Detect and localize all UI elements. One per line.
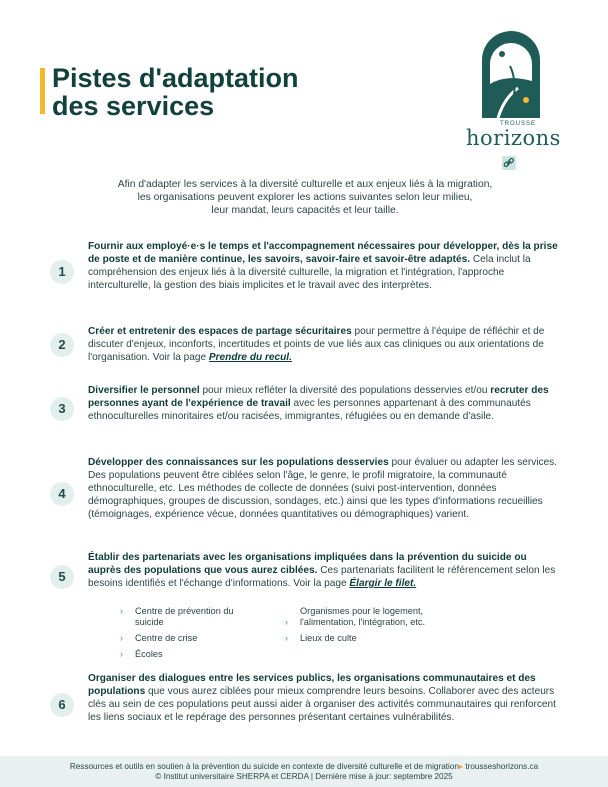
logo-small-text: TROUSSE (500, 121, 537, 127)
link-icon[interactable] (502, 156, 516, 170)
item-body-text: Ces partenariats facilitent le référencement selon les besoins identifiés et l'échange d'informations. Voir la page (88, 565, 556, 589)
footer-description: Ressources et outils en soutien à la prévention du suicide en contexte de diversité culturelle et de migration (69, 762, 459, 771)
title-accent-bar (40, 68, 45, 114)
item-number-badge: 3 (50, 397, 74, 421)
item-bold-text: Créer et entretenir des espaces de partage sécuritaires (88, 326, 352, 337)
list-item-label: Organismes pour le logement, l'alimentation, l'intégration, etc. (300, 606, 426, 627)
partners-column-1 (120, 606, 260, 665)
partners-column-2 (285, 606, 435, 649)
horizons-logo (466, 26, 561, 166)
footer-copyright: © Institut universitaire SHERPA et CERDA | Dernière mise à jour: septembre 2025 (155, 772, 453, 781)
chevron-right-icon: › (285, 633, 288, 643)
item-body-text: que vous aurez ciblées pour mieux comprendre leurs besoins. Collaborer avec des acteurs clés au sein de ces populations peut aussi aider à organiser des activités communautaires qui renforcent les liens sociaux et le repérage des personnes présentant certaines vulnérabilités. (88, 686, 556, 723)
footer-line-1 (0, 762, 608, 772)
page-title (52, 64, 298, 120)
list-item (120, 633, 260, 644)
title-line-2: des services (52, 91, 215, 121)
partners-list (120, 606, 460, 666)
item-bold-text: Organiser des dialogues entre les services publics, les organisations communautaires et des populations (88, 673, 536, 697)
item-text (88, 384, 558, 423)
page-footer (0, 756, 608, 787)
item-body-text: Cela inclut la compréhension des enjeux liés à la diversité culturelle, la migration et l'intégration, l'approche interculturelle, la gestion des biais implicites et le travail avec des interprètes. (88, 254, 531, 291)
item-number-badge: 6 (50, 693, 74, 717)
logo-name: horizons (466, 126, 561, 150)
item-body-text: pour évaluer ou adapter les services. Des populations peuvent être ciblées selon l'âge, le genre, le profil migratoire, la communauté ethnoculturelle, etc. Les méthodes de collecte de données (suivi post-intervention, données démographiques, groupes de discussion, sondages, etc.) ainsi que les types d'informations recueillies (témoignages, expérience vécue, données quantitatives ou démographiques) varient. (88, 457, 558, 520)
link-prendre-du-recul[interactable]: Prendre du recul. (208, 352, 292, 363)
list-item (285, 633, 435, 644)
item-bold-text-2: recruter des personnes ayant de l'expérience de travail (88, 385, 549, 409)
link-elargir-le-filet[interactable]: Élargir le filet. (349, 578, 417, 589)
item-bold-text: Établir des partenariats avec les organisations impliquées dans la prévention du suicide ou auprès des populations que vous aurez ciblées. (88, 552, 527, 576)
list-item-label: Écoles (135, 649, 163, 659)
footer-site-link[interactable]: trousseshorizons.ca (465, 762, 539, 771)
item-bold-text: Diversifier le personnel (88, 385, 200, 396)
item-text (88, 672, 558, 724)
item-number-badge: 5 (50, 565, 74, 589)
horizons-emblem-icon (476, 26, 546, 118)
title-line-1: Pistes d'adaptation (52, 63, 299, 93)
chevron-right-icon: › (285, 617, 288, 627)
list-item-label: Lieux de culte (300, 633, 357, 643)
item-text (88, 240, 558, 292)
list-item-label: Centre de crise (135, 633, 198, 643)
chevron-right-icon: › (120, 649, 123, 659)
item-body-text: pour mieux refléter la diversité des populations desservies et/ou (199, 385, 491, 396)
item-number-badge: 2 (50, 333, 74, 357)
list-item (285, 606, 435, 628)
chevron-right-icon: › (120, 606, 123, 616)
item-text (88, 551, 558, 590)
item-bold-text: Développer des connaissances sur les populations desservies (88, 457, 389, 468)
chevron-right-icon: › (120, 633, 123, 643)
list-item-label: Centre de prévention du suicide (135, 606, 234, 627)
item-body-text-2: avec les personnes appartenant à des communautés ethnoculturelles minoritaires et/ou racisées, immigrantes, réfugiées ou en demande d'asile. (88, 398, 531, 422)
item-bold-text: Fournir aux employé·e·s le temps et l'accompagnement nécessaires pour développer, dès la prise de poste et de manière continue, les savoirs, savoir-faire et savoir-être adaptés. (88, 241, 558, 265)
list-item (120, 649, 260, 660)
arrow-icon: ▸ (458, 762, 464, 771)
list-item (120, 606, 260, 628)
intro-paragraph (60, 178, 550, 217)
intro-line-1: Afin d'adapter les services à la diversité culturelle et aux enjeux liés à la migration, (117, 179, 493, 190)
item-number-badge: 4 (50, 482, 74, 506)
item-text (88, 456, 558, 521)
item-text (88, 325, 558, 364)
intro-line-3: leur mandat, leurs capacités et leur taille. (211, 205, 399, 216)
item-number-badge: 1 (50, 260, 74, 284)
intro-line-2: les organisations peuvent explorer les actions suivantes selon leur milieu, (137, 192, 473, 203)
item-body-text: pour permettre à l'équipe de réfléchir et de discuter d'enjeux, inconforts, incertitudes et points de vue liés aux cas cliniques ou aux orientations de l'organisation. Voir la page (88, 326, 545, 363)
